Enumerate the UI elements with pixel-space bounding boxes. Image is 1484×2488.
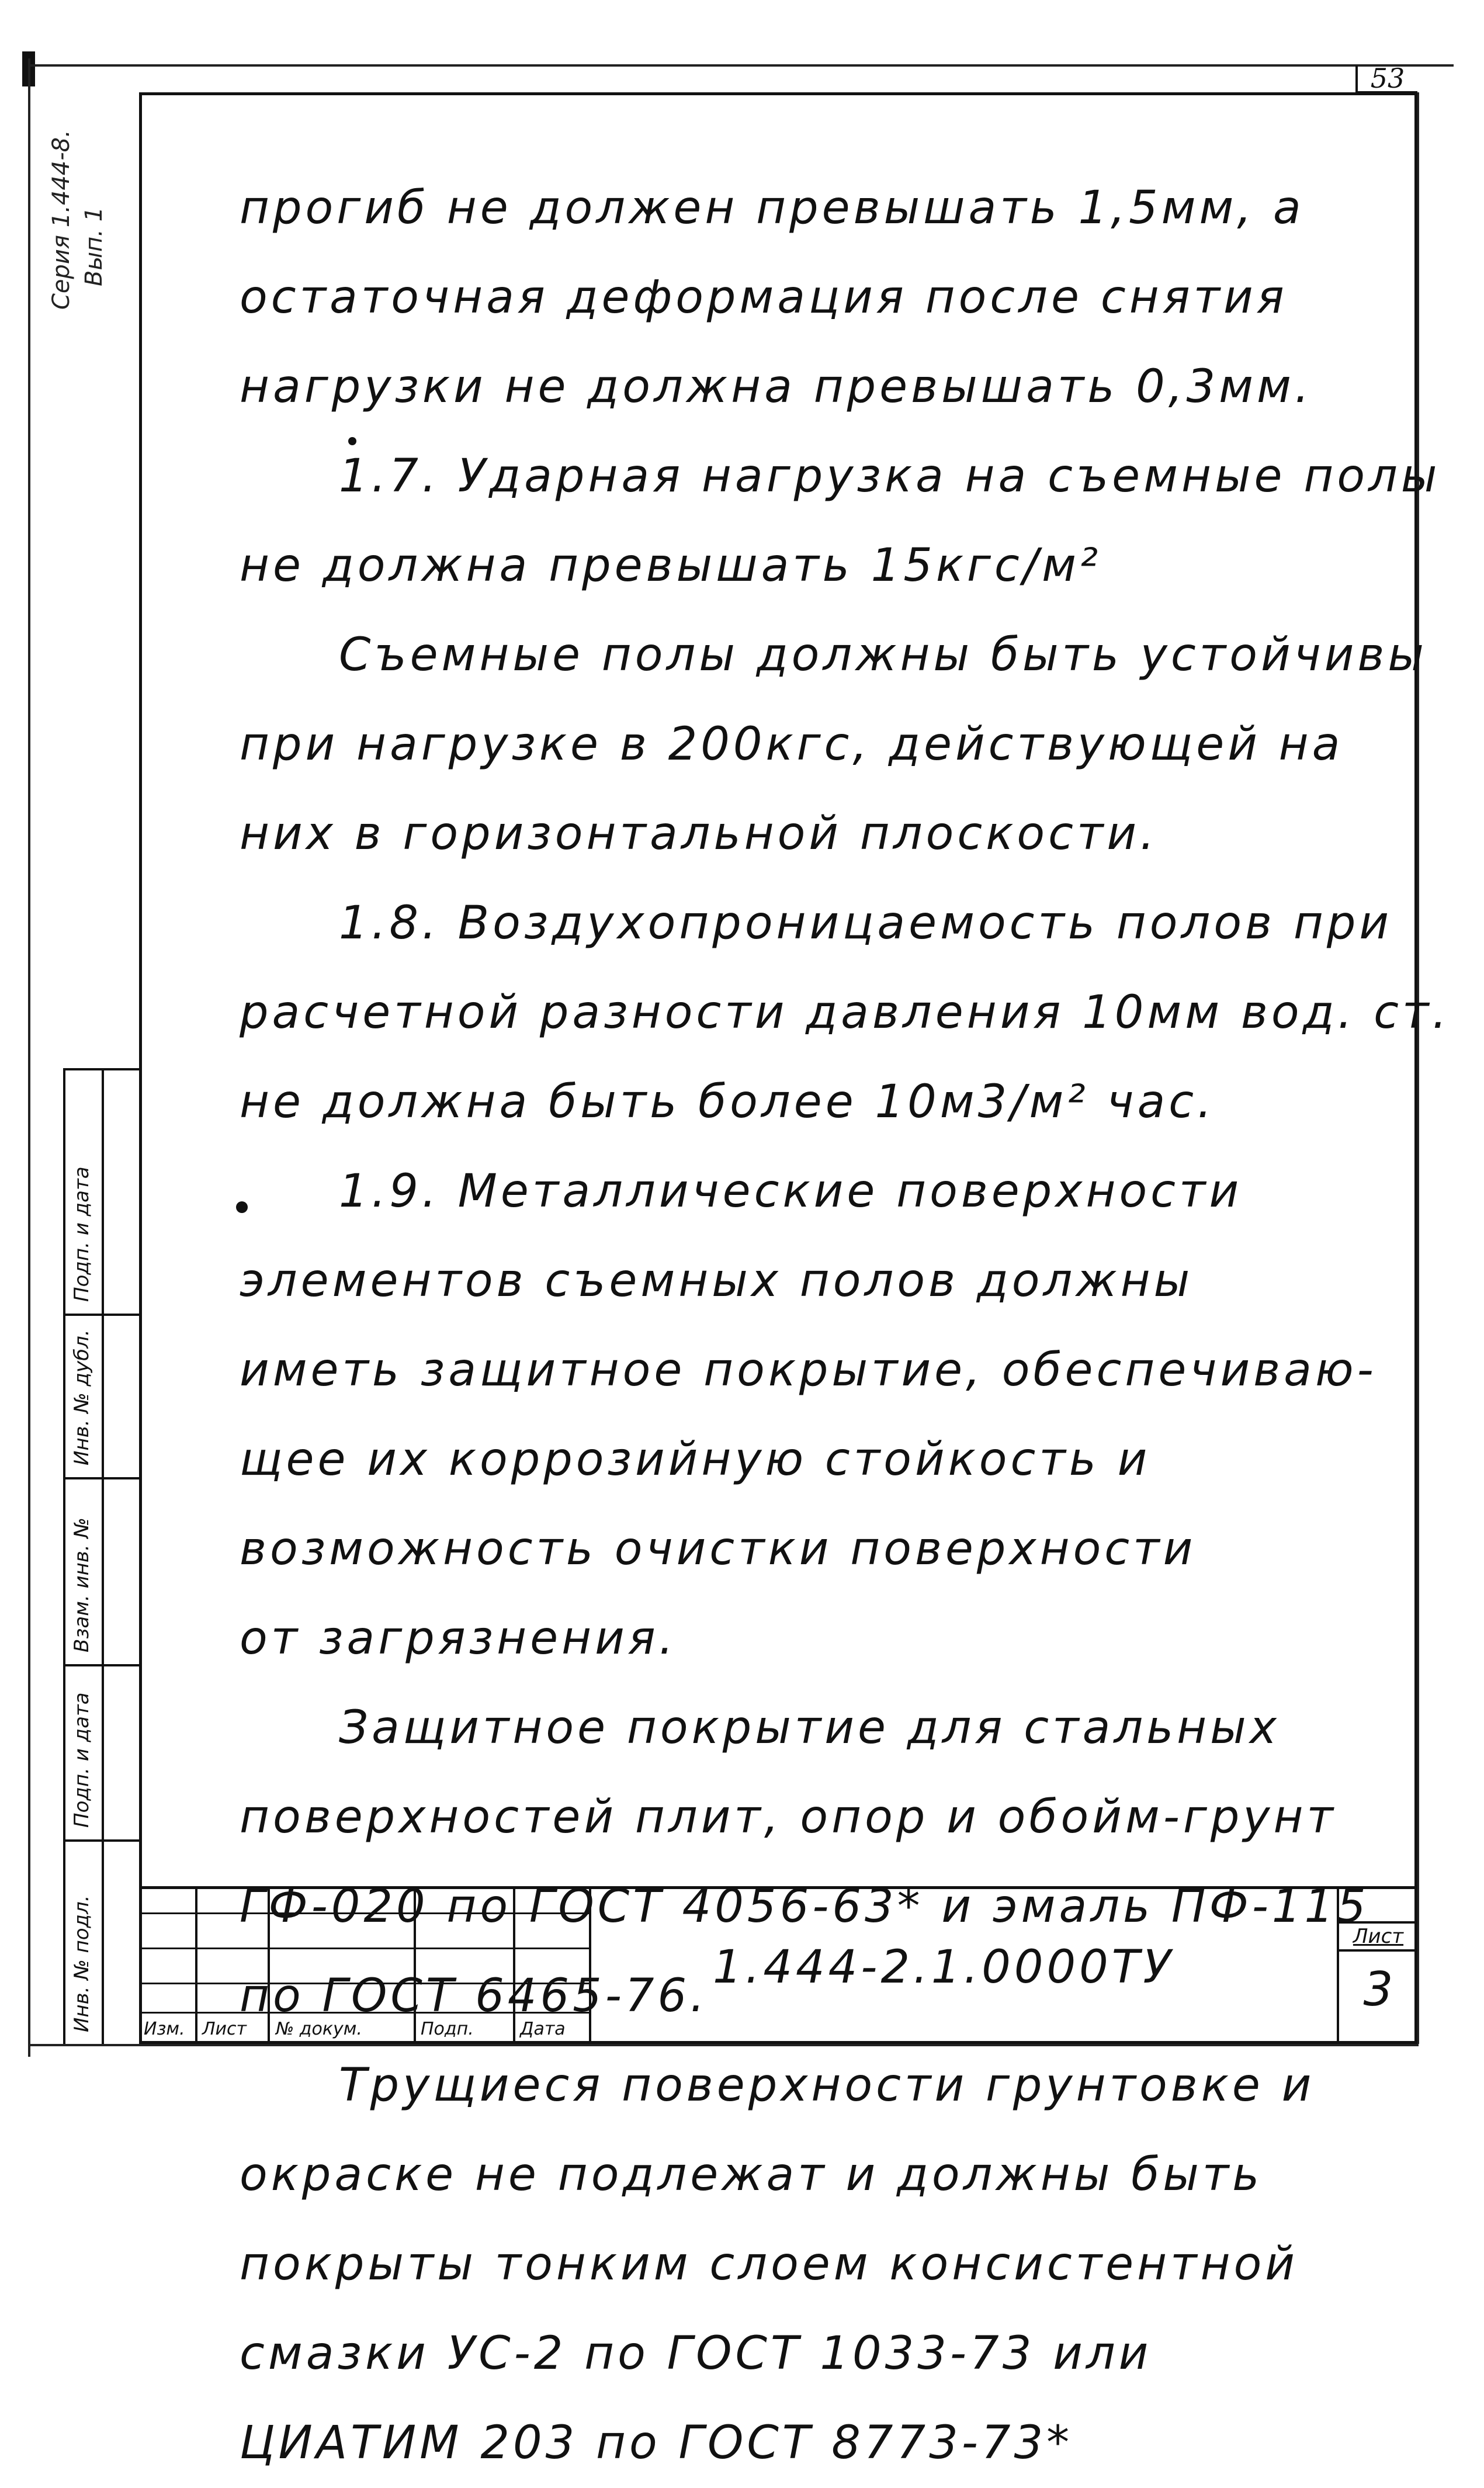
body-line: окраске не подлежат и должны быть (240, 2149, 1263, 2201)
body-line: ГФ-020 по ГОСТ 4056-63* и эмаль ПФ-115 (240, 1880, 1369, 1933)
sheet-caption: Лист (1339, 1921, 1417, 1952)
series-note-line1: Серия 1.444-8. (48, 130, 75, 310)
title-block-row (139, 2012, 589, 2014)
body-line: по ГОСТ 6465-76. (240, 1970, 708, 2022)
body-line: прогиб не должен превышать 1,5мм, а (240, 182, 1305, 234)
sheet-number-box (1337, 1886, 1417, 2044)
body-line: иметь защитное покрытие, обеспечиваю- (240, 1344, 1377, 1397)
body-line: расчетной разности давления 10мм вод. ст. (240, 986, 1451, 1039)
series-note-line2: Вып. 1 (81, 206, 108, 286)
side-table-row (65, 1068, 141, 1070)
body-line: поверхностей плит, опор и обойм-грунт (240, 1791, 1337, 1844)
body-line: щее их коррозийную стойкость и (240, 1433, 1151, 1486)
body-line: покрыты тонким слоем консистентной (240, 2238, 1298, 2291)
body-line: 1.9. Металлические поверхности (339, 1165, 1243, 1218)
body-line: при нагрузке в 200кгс, действующей на (240, 718, 1344, 771)
body-line: остаточная деформация после снятия (240, 271, 1288, 324)
title-block-row (139, 1983, 589, 1984)
body-line: них в горизонтальной плоскости. (240, 808, 1158, 860)
stamp-header-list: Лист (202, 2019, 247, 2039)
body-line: возможность очистки поверхности (240, 1523, 1197, 1575)
title-block-row (139, 1912, 589, 1914)
side-approval-table (63, 1068, 139, 2044)
body-line: не должна быть более 10м3/м² час. (240, 1076, 1215, 1128)
side-label-podp-data-bottom: Подп. и дата (70, 1692, 93, 1828)
side-table-row (65, 1664, 141, 1666)
page-number: 53 (1355, 65, 1417, 93)
title-block-row (139, 1948, 589, 1949)
body-line: ЦИАТИМ 203 по ГОСТ 8773-73* (240, 2417, 1073, 2469)
side-label-inv-dubl: Инв. № дубл. (70, 1329, 93, 1465)
stamp-header-podp: Подп. (421, 2019, 474, 2039)
series-note (37, 111, 131, 321)
body-line: 1.8. Воздухопроницаемость полов при (339, 897, 1393, 950)
right-border-line (1417, 92, 1419, 2044)
side-table-row (65, 1477, 141, 1479)
title-block-column (589, 1889, 591, 2044)
body-line: элементов съемных полов должны (240, 1255, 1194, 1307)
body-line: от загрязнения. (240, 1612, 677, 1665)
document-code: 1.444-2.1.0000ТУ (713, 1941, 1174, 1994)
body-line: не должна превышать 15кгс/м² (240, 539, 1102, 592)
stamp-header-data: Дата (520, 2019, 566, 2039)
body-line: Трущиеся поверхности грунтовке и (339, 2059, 1315, 2112)
document-body (240, 164, 1451, 2488)
side-table-row (65, 1839, 141, 1842)
title-block-column (414, 1889, 416, 2044)
title-block-column (195, 1889, 197, 2044)
side-table-divider (102, 1068, 104, 2044)
ink-dot (348, 437, 356, 445)
ink-dot (236, 1201, 248, 1213)
side-label-vzam-inv: Взам. инв. № (70, 1517, 93, 1652)
side-table-row (65, 1314, 141, 1316)
side-label-inv-podl: Инв. № подл. (70, 1895, 93, 2032)
title-block-column (513, 1889, 515, 2044)
body-line: Защитное покрытие для стальных (339, 1702, 1280, 1754)
stamp-header-izm: Изм. (144, 2019, 185, 2039)
top-border-line (28, 64, 1454, 67)
stamp-header-doc-num: № докум. (276, 2019, 362, 2039)
body-line: нагрузки не должна превышать 0,3мм. (240, 361, 1313, 413)
title-block-column (268, 1889, 270, 2044)
body-line: смазки УС-2 по ГОСТ 1033-73 или (240, 2327, 1152, 2380)
body-line: 1.7. Ударная нагрузка на съемные полы (339, 450, 1441, 503)
sheet-number: 3 (1363, 1962, 1393, 2016)
left-border-line (28, 58, 30, 2057)
body-line: Съемные полы должны быть устойчивы (339, 629, 1427, 681)
side-label-podp-data-top: Подп. и дата (70, 1166, 93, 1302)
